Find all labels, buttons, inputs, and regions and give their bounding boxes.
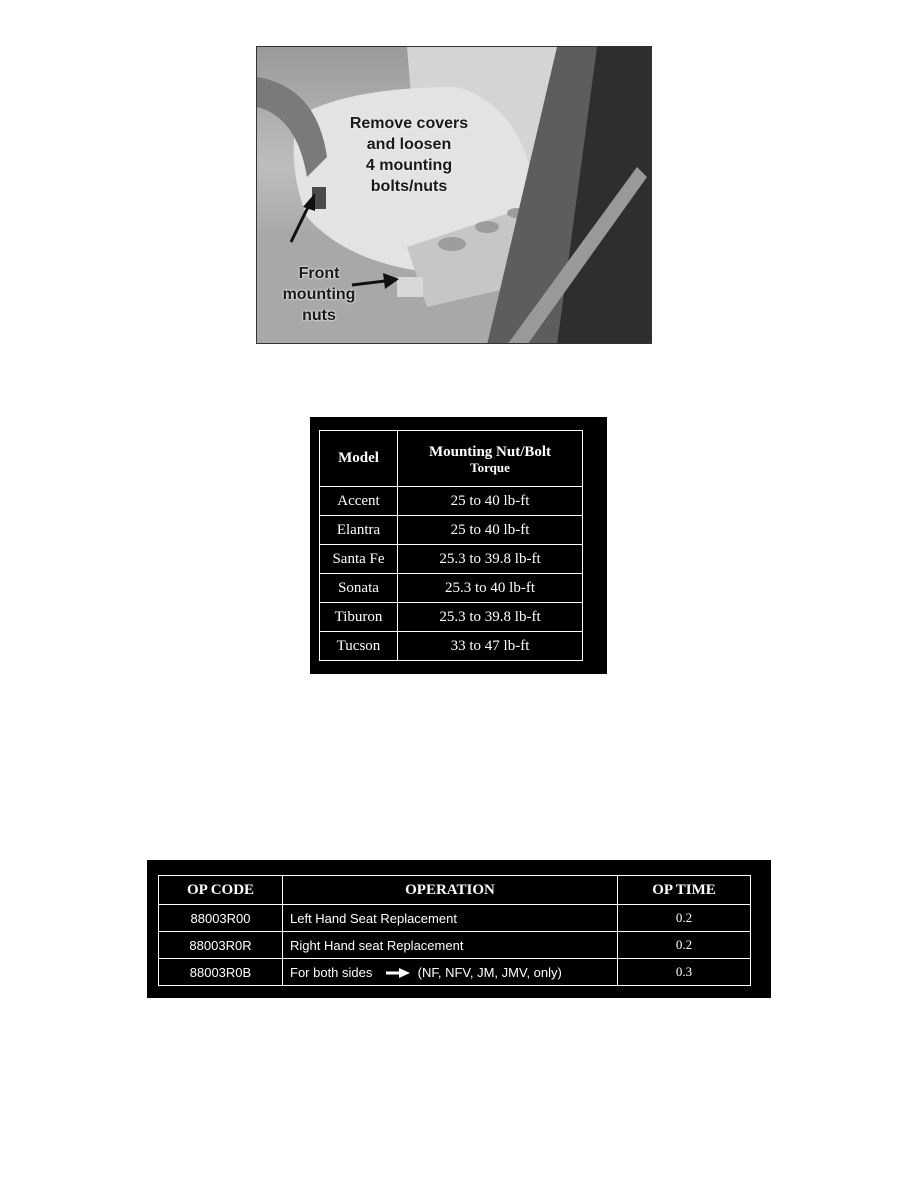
torque-cell: 25.3 to 39.8 lb-ft [398, 545, 583, 574]
header-operation: OPERATION [283, 876, 618, 905]
model-cell: Tiburon [320, 603, 398, 632]
op-code-cell: 88003R00 [159, 905, 283, 932]
torque-table [319, 430, 583, 661]
table-row [320, 545, 583, 574]
torque-cell: 25 to 40 lb-ft [398, 487, 583, 516]
op-code-table [158, 875, 751, 986]
table-row [320, 632, 583, 661]
arrow-right-icon [386, 968, 410, 978]
model-cell: Tucson [320, 632, 398, 661]
header-op-time: OP TIME [618, 876, 751, 905]
torque-table-header [320, 431, 583, 487]
model-cell: Santa Fe [320, 545, 398, 574]
torque-table-panel [310, 417, 607, 674]
torque-cell: 25 to 40 lb-ft [398, 516, 583, 545]
table-row [159, 932, 751, 959]
op-time-cell: 0.2 [618, 932, 751, 959]
operation-cell: Right Hand seat Replacement [283, 932, 618, 959]
model-cell: Accent [320, 487, 398, 516]
operation-text: For both sides [290, 964, 373, 980]
table-row [159, 959, 751, 986]
op-code-table-panel [147, 860, 771, 998]
header-torque: Mounting Nut/Bolt Torque [398, 431, 583, 487]
table-row [320, 574, 583, 603]
model-cell: Elantra [320, 516, 398, 545]
table-row [320, 487, 583, 516]
seat-mounting-photo [256, 46, 652, 344]
op-code-cell: 88003R0R [159, 932, 283, 959]
operation-cell: Left Hand Seat Replacement [283, 905, 618, 932]
header-model: Model [320, 431, 398, 487]
op-code-cell: 88003R0B [159, 959, 283, 986]
operation-note: (NF, NFV, JM, JMV, only) [417, 964, 562, 980]
torque-cell: 25.3 to 39.8 lb-ft [398, 603, 583, 632]
op-time-cell: 0.2 [618, 905, 751, 932]
table-row [159, 905, 751, 932]
callout-remove-covers: Remove covers and loosen 4 mounting bolts/nuts [349, 115, 469, 195]
table-row [320, 516, 583, 545]
header-op-code: OP CODE [159, 876, 283, 905]
model-cell: Sonata [320, 574, 398, 603]
table-row [320, 603, 583, 632]
torque-cell: 25.3 to 40 lb-ft [398, 574, 583, 603]
callout-front-mounting-nuts: Front mounting nuts [282, 265, 356, 324]
op-time-cell: 0.3 [618, 959, 751, 986]
op-table-header [159, 876, 751, 905]
torque-cell: 33 to 47 lb-ft [398, 632, 583, 661]
operation-cell [283, 959, 618, 986]
